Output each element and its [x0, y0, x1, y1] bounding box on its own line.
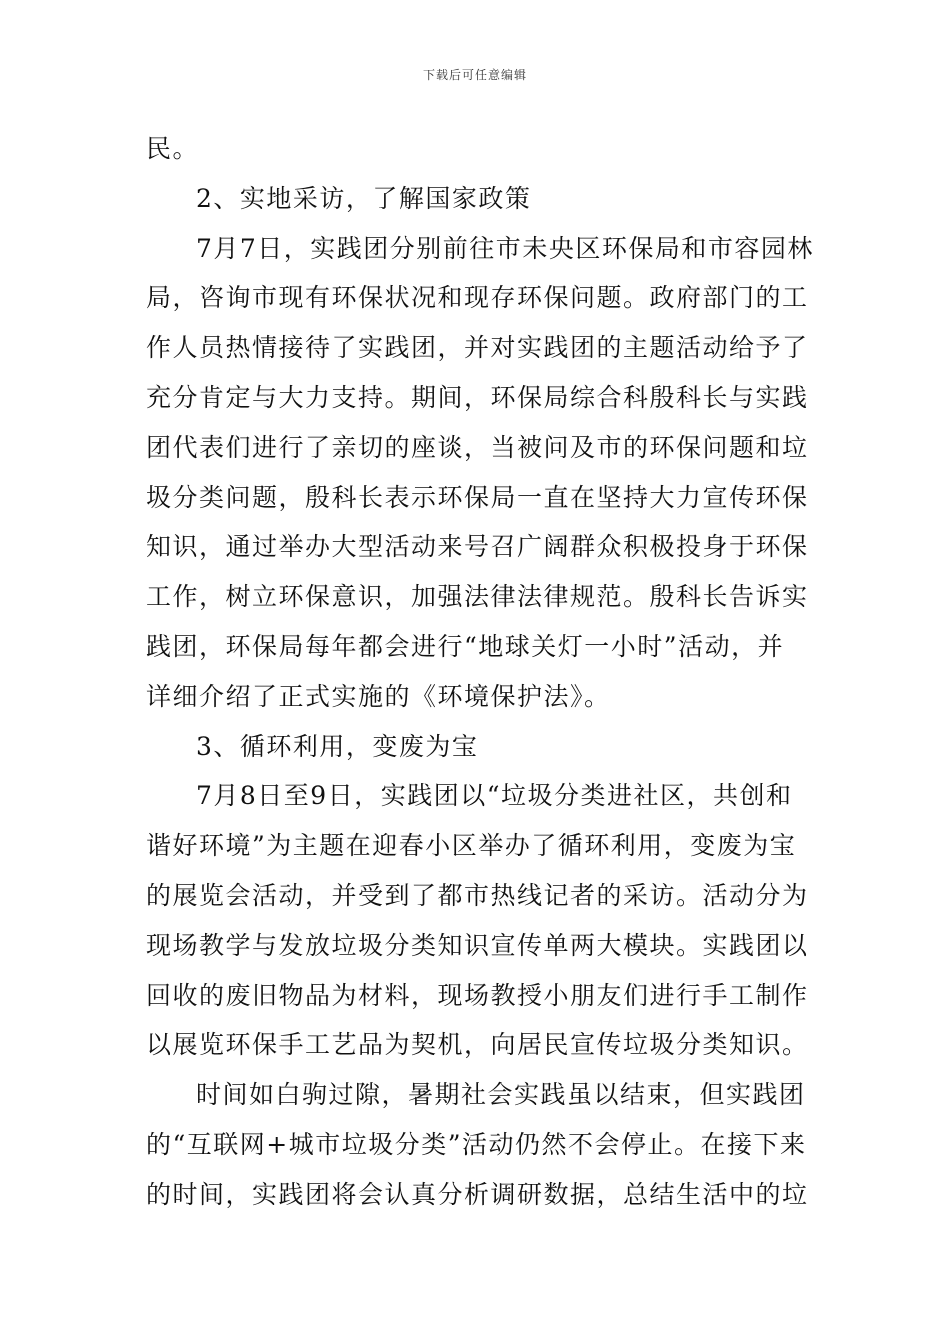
text-line: 践团，环保局每年都会进行“地球关灯一小时”活动，并	[146, 631, 785, 661]
text-line: 充分肯定与大力支持。期间，环保局综合科殷科长与实践	[146, 382, 809, 412]
text-line: 的展览会活动，并受到了都市热线记者的采访。活动分为	[146, 880, 809, 910]
text-line: 7月8日至9日，实践团以“垃圾分类进社区，共创和	[196, 781, 793, 811]
text-line: 的时间，实践团将会认真分析调研数据，总结生活中的垃	[146, 1179, 809, 1209]
text-line: 现场教学与发放垃圾分类知识宣传单两大模块。实践团以	[146, 930, 809, 960]
page-header: 下载后可任意编辑	[422, 68, 527, 82]
section-heading: 2、实地采访，了解国家政策	[196, 183, 532, 213]
text-line: 团代表们进行了亲切的座谈，当被问及市的环保问题和垃	[146, 432, 809, 462]
text-line: 圾分类问题，殷科长表示环保局一直在坚持大力宣传环保	[146, 482, 809, 512]
text-line: 作人员热情接待了实践团，并对实践团的主题活动给予了	[146, 333, 809, 363]
text-line: 的“互联网+城市垃圾分类”活动仍然不会停止。在接下来	[146, 1129, 807, 1159]
text-line: 知识，通过举办大型活动来号召广阔群众积极投身于环保	[146, 532, 809, 562]
section-heading: 3、循环利用，变废为宝	[196, 731, 479, 761]
text-line: 谐好环境”为主题在迎春小区举办了循环利用，变废为宝	[146, 831, 797, 861]
text-line: 回收的废旧物品为材料，现场教授小朋友们进行手工制作	[146, 980, 809, 1010]
text-line: 局，咨询市现有环保状况和现存环保问题。政府部门的工	[146, 283, 809, 313]
text-line: 民。	[146, 134, 200, 163]
text-line: 以展览环保手工艺品为契机，向居民宣传垃圾分类知识。	[146, 1030, 809, 1060]
text-line: 详细介绍了正式实施的《环境保护法》。	[146, 681, 611, 711]
text-line: 7月7日，实践团分别前往市未央区环保局和市容园林	[196, 233, 814, 263]
text-line: 时间如白驹过隙，暑期社会实践虽以结束，但实践团	[196, 1080, 806, 1110]
text-line: 工作，树立环保意识，加强法律法律规范。殷科长告诉实	[146, 582, 809, 612]
document-body	[146, 124, 814, 1220]
